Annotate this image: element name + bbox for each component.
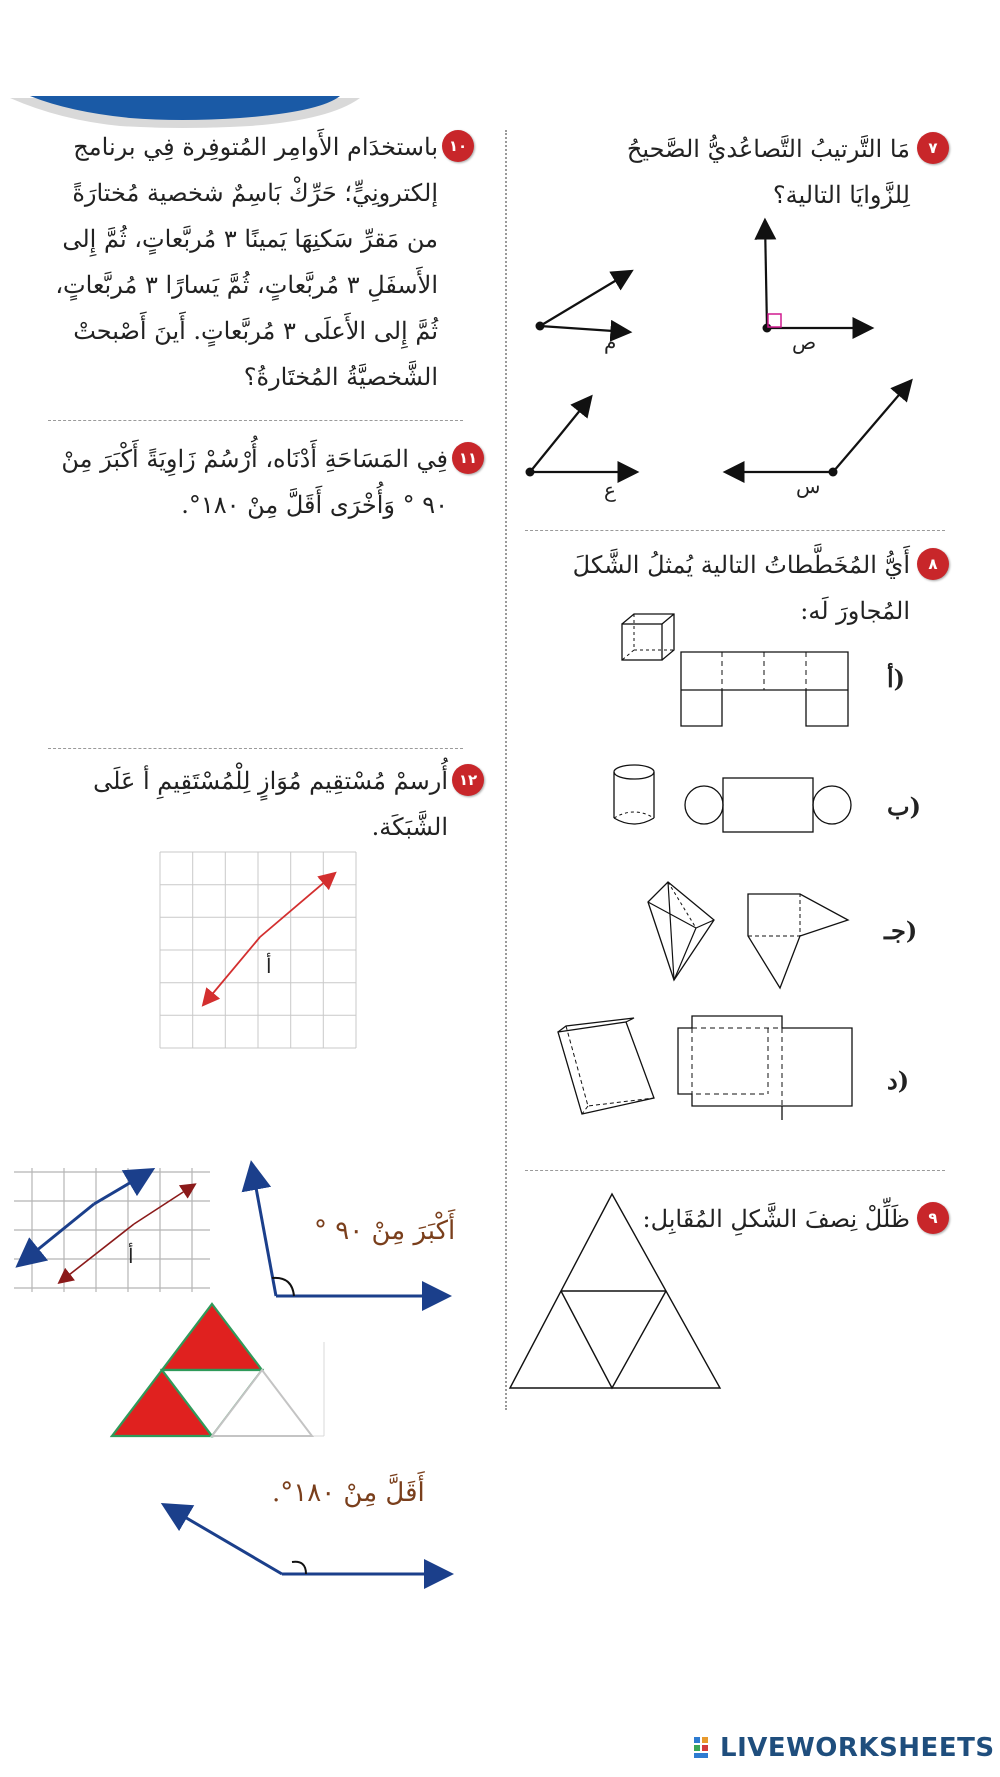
- separator-q11: [48, 748, 463, 749]
- question-11-text: فِي المَسَاحَةِ أَدْنَاه، أُرْسُمْ زَاوِيَةً أَكْبَرَ مِنْ ٩٠ ° وَأُخْرَى أَقَلَّ مِنْ ١٨٠°.: [61, 445, 448, 519]
- question-8-text: أَيُّ المُخَطَّطاتُ التالية يُمثلُ الشَّكلَ المُجاورَ لَه:: [572, 551, 910, 625]
- cylinder-net: [684, 776, 854, 836]
- prism-net: [676, 1014, 856, 1124]
- angle-label-s: ص: [792, 330, 817, 354]
- separator-q8: [525, 1170, 945, 1171]
- pyramid-figure: [646, 880, 716, 985]
- pyramid-net: [744, 892, 854, 992]
- option-d-label: د): [887, 1066, 910, 1095]
- angle-label-m: م: [604, 330, 617, 354]
- logo-text: LIVEWORKSHEETS: [720, 1733, 995, 1763]
- question-number-12: ١٢: [452, 764, 484, 796]
- option-a-label: أ): [887, 664, 906, 693]
- q12-grid: [160, 852, 356, 1048]
- cube-net: [680, 650, 850, 730]
- header-banner: [0, 70, 380, 130]
- liveworksheets-logo[interactable]: [694, 1733, 995, 1763]
- answer-grid-label: أ: [128, 1244, 134, 1268]
- cylinder-figure: [612, 762, 662, 828]
- triangle-figure: [508, 1190, 723, 1390]
- option-c-label: جـ): [884, 916, 918, 945]
- less-than-180-text: أَقَلَّ مِنْ ١٨٠°.: [272, 1478, 425, 1508]
- option-b-label: ب): [887, 792, 921, 821]
- angle-label-sn: س: [796, 474, 821, 498]
- question-number-9: ٩: [917, 1202, 949, 1234]
- separator-q7: [525, 530, 945, 531]
- cube-figure: [620, 612, 680, 662]
- logo-icon: [694, 1737, 716, 1759]
- separator-q10: [48, 420, 463, 421]
- shaded-triangle: [110, 1302, 325, 1438]
- question-10-text: باستخدَام الأَوامِر المُتوفِرة فِي برنامج إلكترونِيٍّ؛ حَرِّكْ بَاسِمٌ شخصية مُختارَةً من مَقرِّ سَكنِهَا يَمينًا ٣ مُربَّعاتٍ، ثُمَّ إِلى الأَسفَلِ ٣ مُربَّعاتٍ، ثُمَّ يَسارًا ٣ مُربَّعاتٍ، ثُمَّ إِلى الأَعلَى ٣ مُربَّعاتٍ. أَينَ أَصْبحتْ الشَّخصيَّةُ المُختَارةُ؟: [55, 133, 438, 391]
- question-12-text: أُرسمْ مُسْتقِيم مُوَازٍ لِلْمُسْتَقِيمِ أ عَلَى الشَّبَكَة.: [93, 767, 448, 841]
- answer-angle-less-180: [160, 1496, 460, 1586]
- line-a-label: أ: [266, 954, 272, 978]
- column-divider: [505, 130, 507, 1410]
- question-7-text: مَا التَّرتيبُ التَّصاعُديُّ الصَّحيحُ لِلزَّوايَا التالية؟: [626, 135, 910, 209]
- question-9-text: ظَلِّلْ نِصفَ الشَّكلِ المُقَابِل:: [642, 1205, 910, 1233]
- question-number-8: ٨: [917, 548, 949, 580]
- question-number-7: ٧: [917, 132, 949, 164]
- angle-label-a: ع: [604, 478, 616, 502]
- question-number-11: ١١: [452, 442, 484, 474]
- question-number-10: ١٠: [442, 130, 474, 162]
- angle-diagrams: [520, 210, 920, 520]
- answer-grid: [14, 1168, 210, 1292]
- greater-than-90-text: أَكْبَرَ مِنْ ٩٠ °: [314, 1216, 456, 1246]
- prism-figure: [556, 1020, 656, 1116]
